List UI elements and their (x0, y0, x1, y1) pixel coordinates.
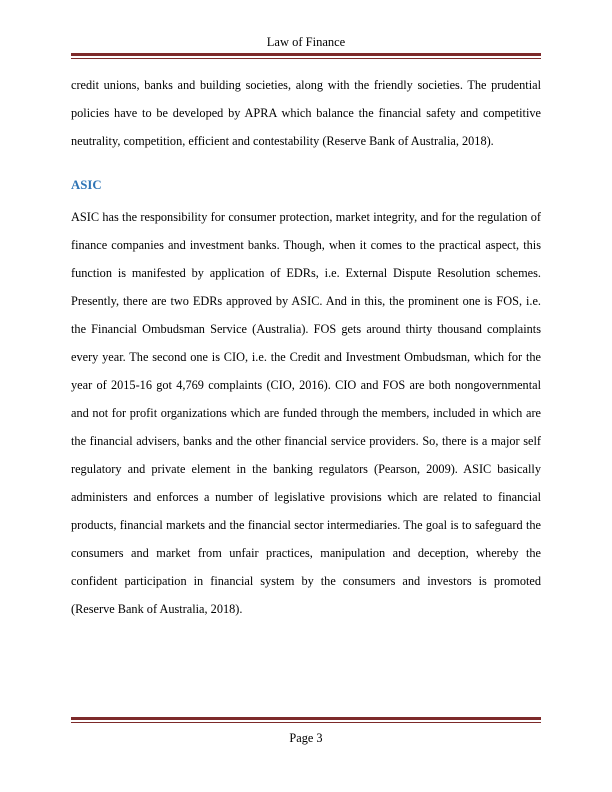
document-body (71, 71, 541, 623)
header-rule (71, 53, 541, 59)
paragraph-asic: ASIC has the responsibility for consumer protection, market integrity, and for the regulation of finance companies and investment banks. Though, when it comes to the practical aspect, this function is manifested by application of EDRs, i.e. External Dispute Resolution schemes. Presently, there are two EDRs approved by ASIC. And in this, the prominent one is FOS, i.e. the Financial Ombudsman Service (Australia). FOS gets around thirty thousand complaints every year. The second one is CIO, i.e. the Credit and Investment Ombudsman, which for the year of 2015-16 got 4,769 complaints (CIO, 2016). CIO and FOS are both nongovernmental and not for profit organizations which are funded through the members, included in which are the financial advisers, banks and the other financial service providers. So, there is a major self regulatory and private element in the banking regulators (Pearson, 2009). ASIC basically administers and enforces a number of legislative provisions which are related to financial products, financial markets and the financial sector intermediaries. The goal is to safeguard the consumers and market from unfair practices, manipulation and deception, whereby the confident participation in financial system by the consumers and investors is promoted (Reserve Bank of Australia, 2018). (71, 210, 541, 616)
page-header (71, 34, 541, 50)
page-number: Page 3 (289, 731, 323, 745)
paragraph-intro: credit unions, banks and building societies, along with the friendly societies. The prudential policies have to be developed by APRA which balance the financial safety and competitive neutrality, competition, efficient and contestability (Reserve Bank of Australia, 2018). (71, 78, 541, 148)
footer-rule (71, 717, 541, 723)
section-heading-asic: ASIC (71, 178, 102, 192)
page-footer (71, 717, 541, 746)
header-title: Law of Finance (266, 35, 346, 49)
